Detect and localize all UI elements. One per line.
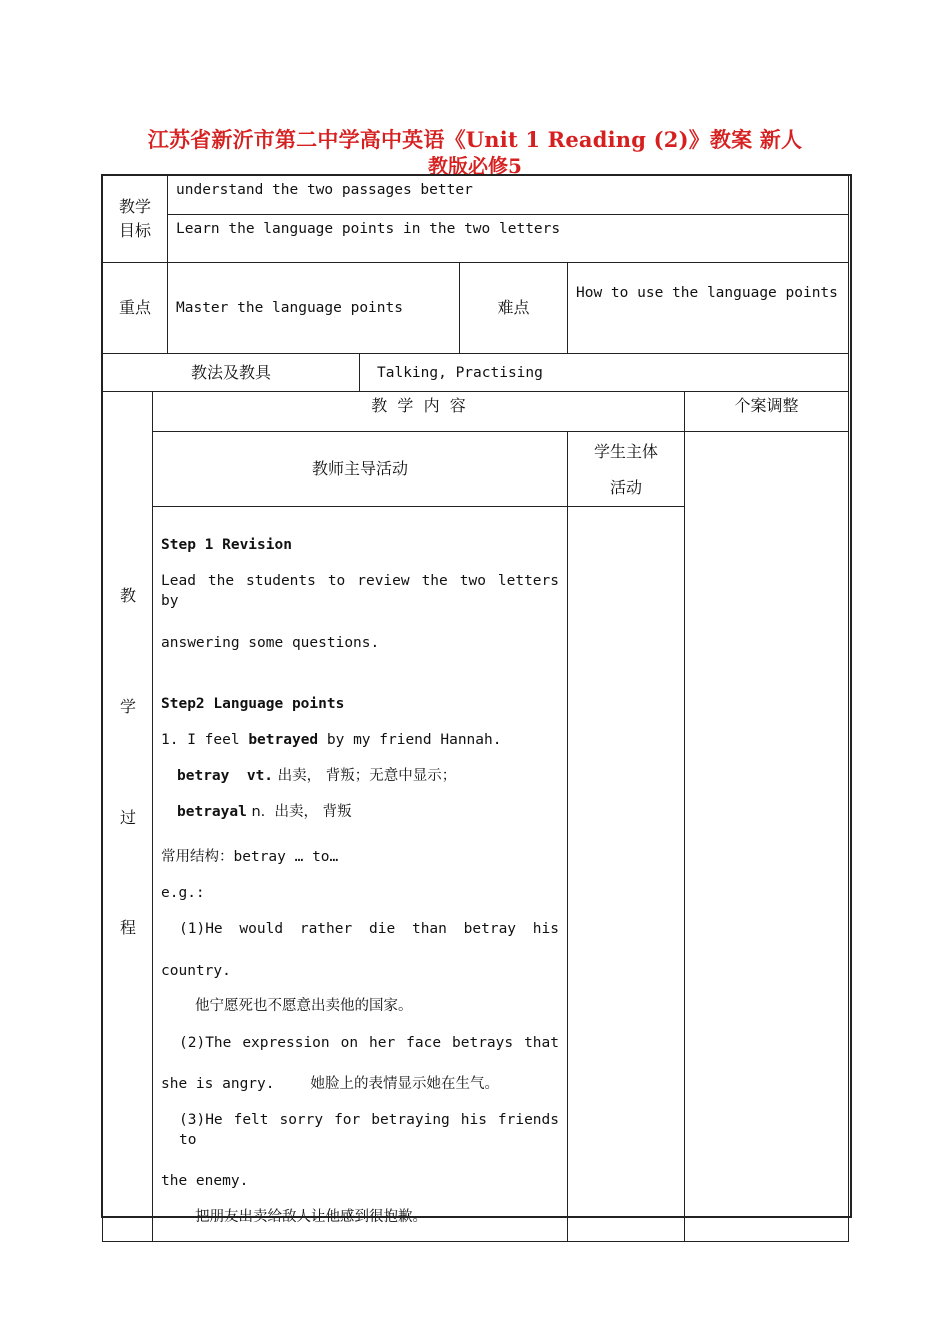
process-char-4: 程 (119, 918, 136, 937)
example-3-line-1: (3)He felt sorry for betraying his friends to (179, 1112, 559, 1148)
betrayal-definition (161, 802, 559, 822)
step1-text-line-1: Lead the students to review the two letters by (161, 573, 559, 609)
betray-meaning: 出卖， 背叛；无意中显示； (273, 768, 457, 784)
key-points-table (102, 262, 849, 354)
example-2-line-1: (2)The expression on her face betrays that (179, 1035, 559, 1051)
student-header-line-2: 活动 (609, 478, 642, 497)
point-1-keyword: betrayed (248, 732, 319, 748)
betray-definition (161, 766, 559, 786)
common-structure: 常用结构：betray … to… (161, 849, 339, 865)
betrayal-word: betrayal (177, 804, 247, 820)
student-activity-header (568, 432, 685, 507)
process-char-2: 学 (119, 697, 136, 716)
betray-word: betray vt. (177, 768, 274, 784)
process-char-3: 过 (119, 808, 136, 827)
student-header-line-1: 学生主体 (593, 442, 658, 461)
key-points-value: Master the language points (168, 263, 460, 354)
teacher-activity-content (153, 507, 568, 1242)
process-char-1: 教 (119, 586, 136, 605)
objectives-label: 教学 目标 (103, 176, 168, 263)
objectives-table (102, 175, 849, 263)
adjustment-header: 个案调整 (685, 392, 849, 432)
methods-label: 教法及教具 (103, 354, 360, 392)
example-3-line-2: the enemy. (161, 1173, 249, 1189)
objective-1: understand the two passages better (168, 176, 849, 215)
point-1 (161, 730, 559, 750)
process-table (102, 391, 849, 1242)
methods-table (102, 353, 849, 392)
difficulty-label: 难点 (460, 263, 568, 354)
betrayal-meaning: n. 出卖， 背叛 (246, 804, 352, 820)
step1-text-line-2: answering some questions. (161, 635, 380, 651)
example-1-line-2: country. (161, 963, 231, 979)
teacher-activity-header: 教师主导活动 (153, 432, 568, 507)
document-title-line-1: 江苏省新沂市第二中学高中英语《Unit 1 Reading (2)》教案 新人 (147, 127, 803, 152)
process-side-label (103, 392, 153, 1242)
key-points-label: 重点 (103, 263, 168, 354)
example-1-translation: 他宁愿死也不愿意出卖他的国家。 (195, 998, 413, 1014)
step2-title: Step2 Language points (161, 696, 345, 712)
point-1-prefix: 1. I feel (161, 732, 249, 748)
document-title-line-2: 教版必修5 (428, 154, 522, 178)
adjustment-cell (685, 432, 849, 1242)
student-activity-content (568, 507, 685, 1242)
example-2-translation: 她脸上的表情显示她在生气。 (310, 1076, 499, 1092)
example-2-line-2 (161, 1074, 559, 1094)
example-1-line-1: (1)He would rather die than betray his (179, 921, 559, 937)
example-3-translation: 把朋友出卖给敌人让他感到很抱歉。 (195, 1209, 427, 1225)
difficulty-value: How to use the language points (568, 263, 849, 354)
example-2-line-2-text: she is angry. (161, 1076, 275, 1092)
content-header: 教 学 内 容 (153, 392, 685, 432)
example-label: e.g.: (161, 885, 205, 901)
point-1-suffix: by my friend Hannah. (318, 732, 502, 748)
methods-value: Talking, Practising (360, 354, 849, 392)
step1-title: Step 1 Revision (161, 537, 292, 553)
objective-2: Learn the language points in the two letters (168, 215, 849, 263)
